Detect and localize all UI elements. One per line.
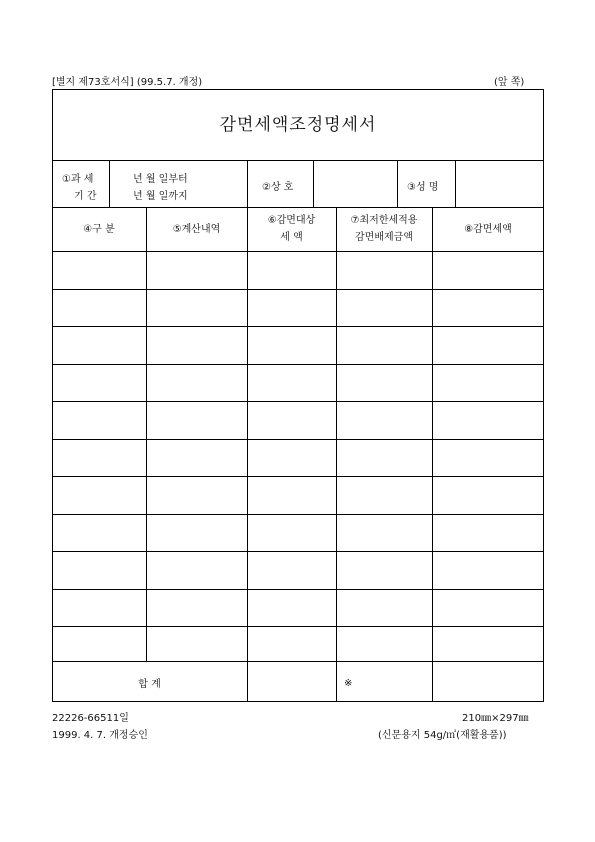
form-code: 22226-66511일 [52,713,129,724]
row-line [52,589,544,590]
col-header-target-tax [247,212,336,246]
info-divider [397,160,398,207]
row-line [52,364,544,365]
approval-date: 1999. 4. 7. 개정승인 [52,730,148,741]
info-divider [313,160,314,207]
total-mark: ※ [344,678,353,689]
divider-title [52,160,544,161]
col-header-minimum-tax-line1: ⑦최저한세적용 [350,215,418,226]
paper-size: 210㎜×297㎜ [462,713,529,724]
col-header-calculation: ⑤계산내역 [172,224,221,235]
form-frame [52,89,544,702]
col-divider [336,207,337,702]
divider-total [52,661,544,662]
col-divider [247,207,248,702]
info-divider [109,160,110,207]
info-divider [247,160,248,207]
period-to: 년 월 일까지 [133,191,188,202]
col-header-minimum-tax-line2: 감면배제금액 [355,232,413,243]
row-line [52,514,544,515]
form-number: [별지 제73호서식] (99.5.7. 개정) [52,77,203,88]
col-divider [146,207,147,661]
period-label: ①과 세 [62,174,94,185]
col-divider [432,207,433,702]
form-title: 감면세액조정명세서 [219,115,377,135]
paper-spec: (신문용지 54g/㎡(재활용품)) [378,730,507,741]
name-label: ③성 명 [407,182,439,193]
period-label-2: 기 간 [74,191,97,202]
row-line [52,439,544,440]
period-from: 년 월 일부터 [133,174,188,185]
row-line [52,551,544,552]
row-line [52,289,544,290]
row-line [52,626,544,627]
col-header-target-tax-line2: 세 액 [280,232,303,243]
page-side: (앞 쪽) [494,77,525,88]
info-divider [455,160,456,207]
col-header-reduced-tax: ⑧감면세액 [464,224,512,235]
col-header-division: ④구 분 [83,224,115,235]
company-label: ②상 호 [262,182,294,193]
row-line [52,476,544,477]
divider-header [52,251,544,252]
row-line [52,401,544,402]
total-label: 합 계 [138,679,161,690]
col-header-minimum-tax [336,212,432,246]
row-line [52,326,544,327]
col-header-target-tax-line1: ⑥감면대상 [267,215,316,226]
divider-info [52,207,544,208]
